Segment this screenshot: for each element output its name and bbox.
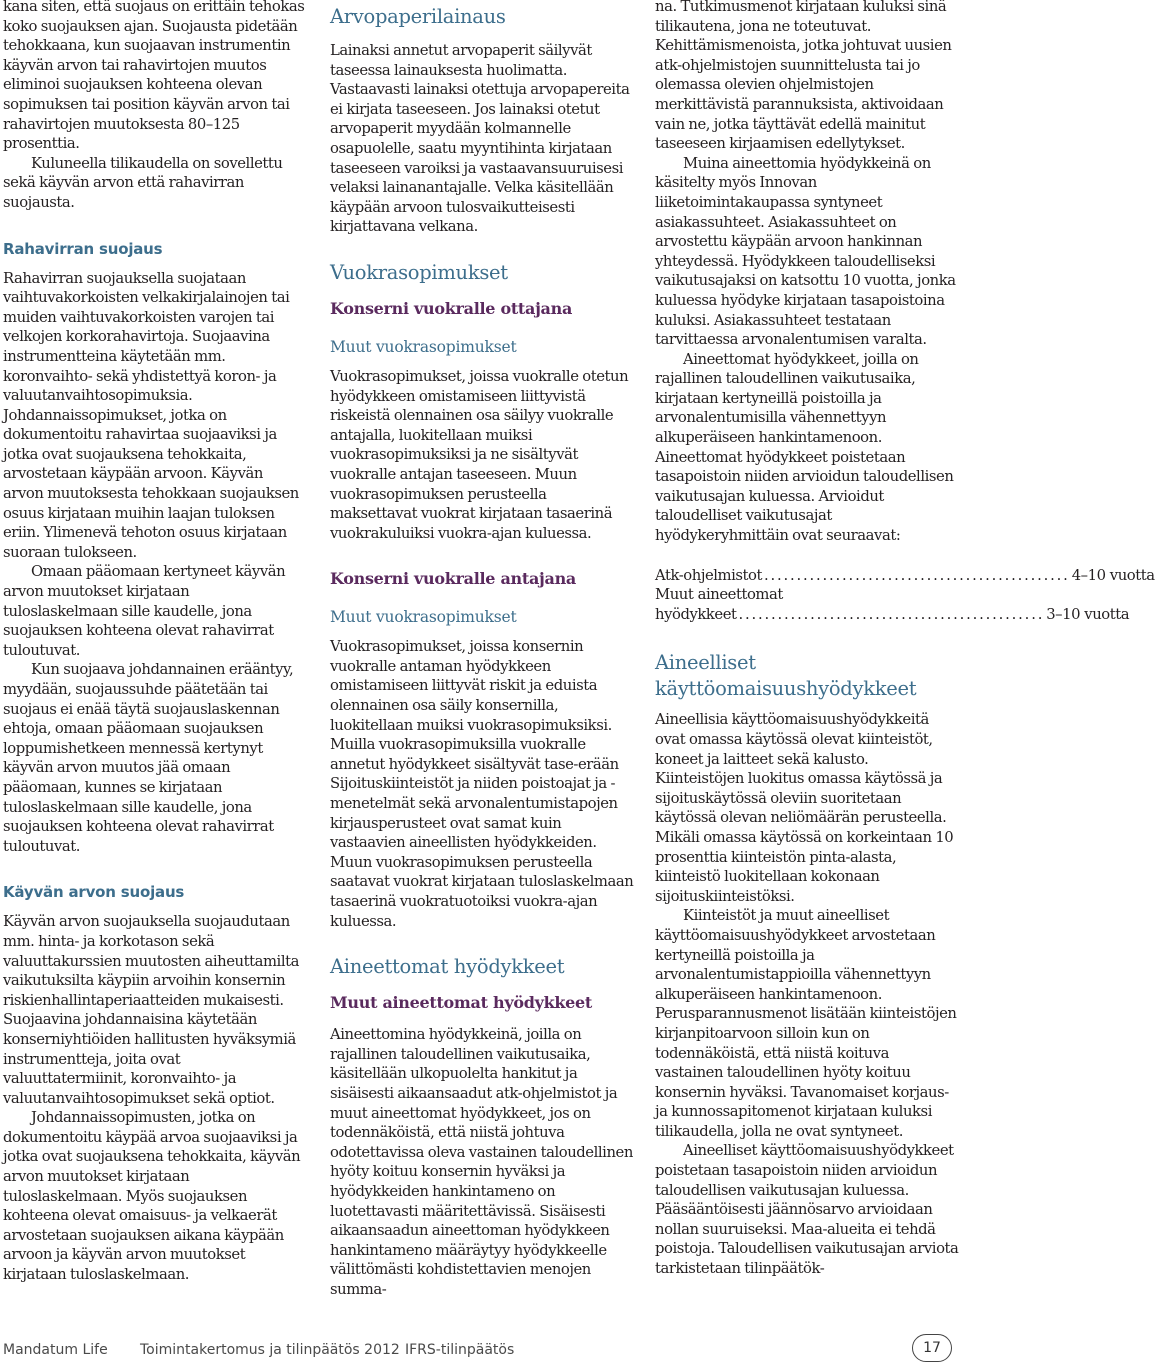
dot-leader: ............................................... bbox=[738, 605, 1045, 623]
section-heading-line: Aineelliset bbox=[655, 651, 756, 675]
dot-leader: ............................................... bbox=[764, 566, 1070, 584]
column-right bbox=[655, 0, 1155, 1279]
section-heading-vuokrasopimukset: Vuokrasopimukset bbox=[330, 260, 508, 284]
paragraph: na. Tutkimusmenot kirjataan kuluksi sinä tilikautena, jona ne toteutuvat. Kehittämismenoista, jotka johtuvat uusien atk-ohjelmistojen suunnittelusta tai jo olemassa olevien ohjelmistojen merkittävistä parannuksista, aktivoidaan vain ne, jotka täyttävät edellä mainitut taseeseen kirjaamisen edellytykset. bbox=[655, 0, 952, 153]
section-heading-aineettomat-hyodykkeet: Aineettomat hyödykkeet bbox=[330, 955, 565, 979]
footer-section: IFRS-tilinpäätös bbox=[405, 1342, 515, 1358]
paragraph: Kuluneella tilikaudella on sovellettu sekä käyvän arvon että rahavirran suojausta. bbox=[3, 154, 283, 211]
paragraph: kana siten, että suojaus on erittäin tehokas koko suojauksen ajan. Suojausta pidetään tehokkaana, kun suojaavan instrumentin käyvän arvon tai rahavirtojen muutos eliminoi suojauksen kohteena olevan sopimuksen tai position käyvän arvon tai rahavirtojen muutoksesta 80–125 prosenttia. bbox=[3, 0, 305, 153]
paragraph: Johdannaissopimusten, jotka on dokumentoitu käypää arvoa suojaaviksi ja jotka ovat suojauksena tehokkaita, käyvän arvon muutokset kirjataan tuloslaskelmaan. Myös suojauksen kohteena olevat omaisuus- ja velkaerät arvostetaan suojauksen aikana käypään arvoon ja käyvän arvon muutokset kirjataan tuloslaskelmaan. bbox=[3, 1109, 301, 1284]
subsection-heading-vuokralle-ottajana: Konserni vuokralle ottajana bbox=[330, 298, 573, 318]
paragraph: Aineelliset käyttöomaisuushyödykkeet poistetaan tasapoistoin niiden arvioidun taloudellisen vaikutusajan kuluessa. Pääsääntöisesti jäännösarvo arvioidaan nollan suuruiseksi. Maa-alueita ei tehdä poistoja. Taloudellisen vaikutusajan arviota tarkistetaan tilinpäätök- bbox=[655, 1142, 959, 1278]
paragraph: Vuokrasopimukset, joissa konsernin vuokralle antaman hyödykkeen omistamiseen liittyvät riskit ja eduista olennainen osa säily konsernilla, luokitellaan muiksi vuokrasopimuksiksi. Muilla vuokrasopimuksilla vuokralle annetut hyödykkeet sisältyvät tase-erään Sijoituskiinteistöt ja niiden poistoajat ja -menetelmät sekä arvonalentumistapojen kirjausperusteet ovat samat kuin vastaavien aineellisten hyödykkeiden. Muun vuokrasopimuksen perusteella saatavat vuokrat kirjataan tuloslaskelmaan tasaerinä vuokratuotoiksi vuokra-ajan kuluessa. bbox=[330, 638, 634, 930]
useful-life-value: 3–10 vuotta bbox=[1046, 605, 1130, 623]
subsection-heading-muut-vuokrasopimukset: Muut vuokrasopimukset bbox=[330, 608, 517, 627]
subsection-heading-vuokralle-antajana: Konserni vuokralle antajana bbox=[330, 569, 576, 589]
useful-life-list bbox=[655, 566, 1155, 625]
page-number: 17 bbox=[912, 1334, 952, 1362]
section-heading-line: käyttöomaisuushyödykkeet bbox=[655, 677, 917, 701]
column-left bbox=[3, 0, 307, 1285]
paragraph: Aineettomina hyödykkeinä, joilla on rajallinen taloudellinen vaikutusaika, käsitellään ulkopuolelta hankitut ja sisäisesti aikaansaadut atk-ohjelmistot ja muut aineettomat hyödykkeet, jos on todennäköistä, että niistä johtuva odotettavissa oleva vastainen taloudellinen hyöty koituu konsernin hyväksi ja hyödykkeiden hankintameno on luotettavasti määritettävissä. Sisäisesti aikaansaadun aineettoman hyödykkeen hankintameno määräytyy hyödykkeelle välittömästi kohdistettavien menojen summa- bbox=[330, 1026, 633, 1298]
subsection-heading-muut-aineettomat-hyodykkeet: Muut aineettomat hyödykkeet bbox=[330, 993, 592, 1013]
page-footer bbox=[0, 1332, 960, 1362]
useful-life-label: Atk-ohjelmistot bbox=[655, 566, 763, 584]
paragraph: Muina aineettomia hyödykkeinä on käsitelty myös Innovan liiketoimintakaupassa syntyneet asiakassuhteet. Asiakassuhteet on arvostettu käypään arvoon hankinnan yhteydessä. Hyödykkeen taloudelliseksi vaikutusajaksi on katsottu 10 vuotta, jonka kuluessa hyödyke kirjataan tasapoistoina kuluksi. Asiakassuhteet testataan tarvittaessa arvonalentumisen varalta. bbox=[655, 154, 956, 349]
section-heading-arvopaperilainaus: Arvopaperilainaus bbox=[330, 5, 506, 28]
paragraph: Vuokrasopimukset, joissa vuokralle otetun hyödykkeen omistamiseen liittyvistä riskeistä olennainen osa säilyy vuokralle antajalla, luokitellaan muiksi vuokrasopimuksiksi ja ne sisältyvät vuokralle antajan taseeseen. Muun vuokrasopimuksen perusteella maksettavat vuokrat kirjataan tasaerinä vuokrakuluiksi vuokra-ajan kuluessa. bbox=[330, 367, 629, 542]
section-heading-kayvan-arvon-suojaus: Käyvän arvon suojaus bbox=[3, 883, 185, 902]
useful-life-value: 4–10 vuotta bbox=[1071, 566, 1155, 584]
useful-life-label-line1: Muut aineettomat bbox=[655, 586, 783, 604]
section-heading-aineelliset bbox=[655, 650, 960, 702]
paragraph: Aineellisia käyttöomaisuushyödykkeitä ovat omassa käytössä olevat kiinteistöt, koneet ja laitteet sekä kalusto. Kiinteistöjen luokitus omassa käytössä ja sijoituskäytössä oleviin suoritetaan käytössä olevan neliömäärän perusteella. Mikäli omassa käytössä on korkeintaan 10 prosenttia kiinteistön pinta-alasta, kiinteistö luokitellaan kokonaan sijoituskiinteistöksi. bbox=[655, 711, 954, 905]
paragraph: Rahavirran suojauksella suojataan vaihtuvakorkoisten velkakirjalainojen tai muiden vaihtuvakorkoisten varojen tai velkojen korkorahavirtoja. Suojaavina instrumentteina käytetään mm. koronvaihto- sekä yhdistettyä koron- ja valuutanvaihtosopimuksia. Johdannaissopimukset, jotka on dokumentoitu rahavirtaa suojaaviksi ja jotka ovat suojauksena tehokkaita, arvostetaan käypään arvoon. Käyvän arvon muutoksesta tehokkaan suojauksen osuus kirjataan muihin laajan tuloksen eriin. Ylimenevä tehoton osuus kirjataan suoraan tulokseen. bbox=[3, 269, 299, 561]
useful-life-label: hyödykkeet bbox=[655, 605, 737, 623]
useful-life-row bbox=[655, 566, 1155, 586]
paragraph: Omaan pääomaan kertyneet käyvän arvon muutokset kirjataan tuloslaskelmaan sille kaudelle, jona suojauksen kohteena olevat rahavirrat tuloutuvat. bbox=[3, 563, 286, 659]
paragraph: Käyvän arvon suojauksella suojaudutaan mm. hinta- ja korkotason sekä valuuttakurssien muutosten aiheuttamilta vaikutuksilta käypiin arvoihin konsernin riskienhallintaperiaatteiden mukaisesti. Suojaavina johdannaisina käytetään konserniyhtiöiden hallitusten hyväksymiä instrumentteja, joita ovat valuuttatermiinit, koronvaihto- ja valuutanvaihtosopimukset sekä optiot. bbox=[3, 913, 299, 1107]
footer-report-title: Toimintakertomus ja tilinpäätös 2012 bbox=[140, 1342, 400, 1358]
paragraph: Aineettomat hyödykkeet, joilla on rajallinen taloudellinen vaikutusaika, kirjataan kertyneillä poistoilla ja arvonalentumisilla vähennettyyn alkuperäiseen hankintamenoon. Aineettomat hyödykkeet poistetaan tasapoistoin niiden arvioidun taloudellisen vaikutusajan kuluessa. Arvioidut taloudelliset vaikutusajat hyödykeryhmittäin ovat seuraavat: bbox=[655, 350, 954, 545]
paragraph: Lainaksi annetut arvopaperit säilyvät taseessa lainauksesta huolimatta. Vastaavasti lainaksi otettuja arvopapereita ei kirjata taseeseen. Jos lainaksi otetut arvopaperit myydään kolmannelle osapuolelle, saatu myyntihinta kirjataan taseeseen varoiksi ja vastaavansuuruisesi velaksi lainanantajalle. Velka käsitellään käypään arvoon tulosvaikutteisesti kirjattavana velkana. bbox=[330, 42, 630, 236]
paragraph: Kiinteistöt ja muut aineelliset käyttöomaisuushyödykkeet arvostetaan kertyneillä poistoilla ja arvonalentumistappioilla vähennettyyn alkuperäiseen hankintamenoon. Perusparannusmenot lisätään kiinteistöjen kirjanpitoarvoon silloin kun on todennäköistä, että niistä koituva vastainen taloudellinen hyöty koituu konsernin hyväksi. Tavanomaiset korjaus- ja kunnossapitomenot kirjataan kuluksi tilikaudella, jolla ne ovat syntyneet. bbox=[655, 907, 957, 1140]
section-heading-rahavirran-suojaus: Rahavirran suojaus bbox=[3, 239, 163, 258]
paragraph: Kun suojaava johdannainen erääntyy, myydään, suojaussuhde päätetään tai suojaus ei enää täytä suojauslaskennan ehtoja, omaan pääomaan suojauksen loppumishetkeen mennessä kertynyt käyvän arvon muutos jää omaan pääomaan, kunnes se kirjataan tuloslaskelmaan sille kaudelle, jona suojauksen kohteena olevat rahavirrat tuloutuvat. bbox=[3, 661, 294, 855]
subsection-heading-muut-vuokrasopimukset: Muut vuokrasopimukset bbox=[330, 337, 517, 356]
footer-company: Mandatum Life bbox=[3, 1342, 108, 1358]
column-middle bbox=[330, 0, 635, 1300]
useful-life-row bbox=[655, 605, 1130, 625]
